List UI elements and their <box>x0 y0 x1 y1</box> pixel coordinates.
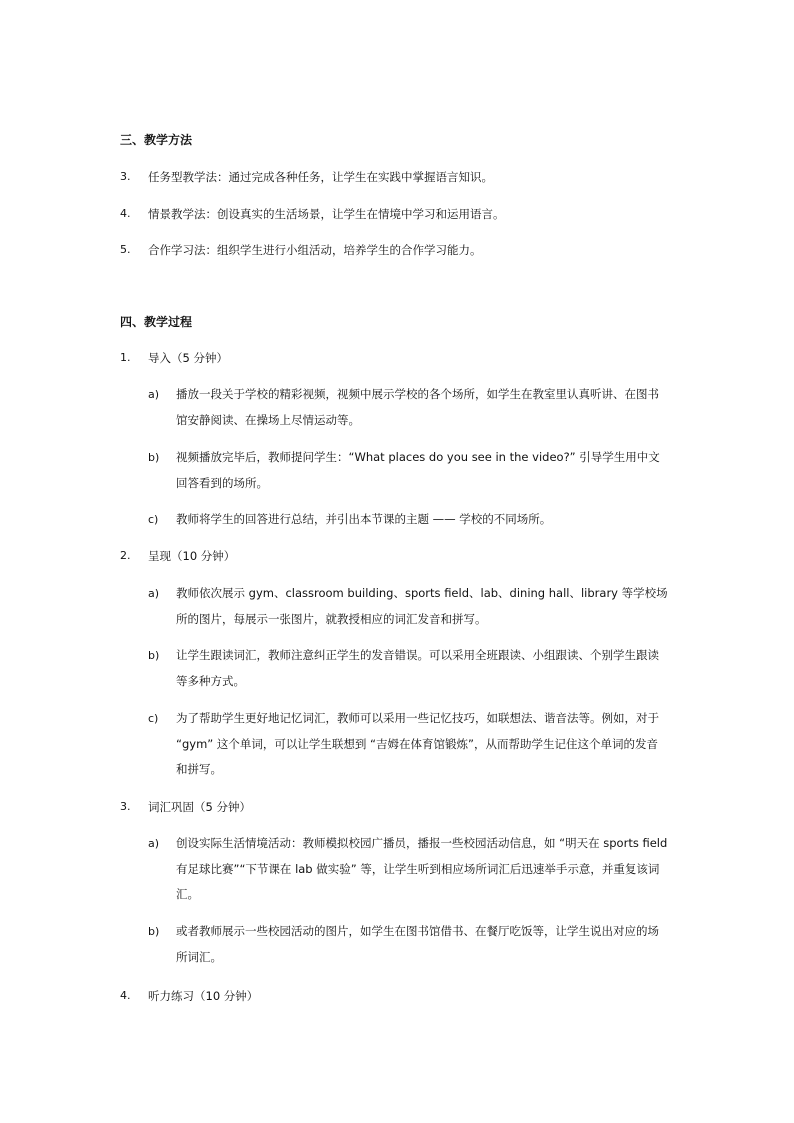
sub-item-text: 为了帮助学生更好地记忆词汇，教师可以采用一些记忆技巧，如联想法、谐音法等。例如，对于 “gym” 这个单词，可以让学生联想到 “吉姆在体育馆锻炼”，从而帮助学生记住这个单词的发音和拼写。 <box>176 711 659 776</box>
step-number: 3. <box>120 800 131 813</box>
sub-item-mark: a) <box>148 388 160 401</box>
sub-item-text: 教师将学生的回答进行总结，并引出本节课的主题 —— 学校的不同场所。 <box>176 512 552 526</box>
list-item-text: 情景教学法：创设真实的生活场景，让学生在情境中学习和运用语言。 <box>148 207 505 221</box>
sub-item-mark: a) <box>148 587 160 600</box>
step-number: 4. <box>120 989 131 1002</box>
sub-item-mark: c) <box>148 513 159 526</box>
list-item-text: 任务型教学法：通过完成各种任务，让学生在实践中掌握语言知识。 <box>148 170 493 184</box>
step-title: 听力练习（10 分钟） <box>148 989 259 1003</box>
step-number: 2. <box>120 549 131 562</box>
step-title: 词汇巩固（5 分钟） <box>148 800 251 814</box>
sub-item-text: 视频播放完毕后，教师提问学生：“What places do you see in the video?” 引导学生用中文回答看到的场所。 <box>176 450 660 490</box>
sub-item-mark: b) <box>148 925 160 938</box>
step-title: 呈现（10 分钟） <box>148 549 236 563</box>
list-item-number: 3. <box>120 170 131 183</box>
sub-item-mark: a) <box>148 837 160 850</box>
section-heading-process: 四、教学过程 <box>120 315 193 329</box>
sub-item-mark: b) <box>148 451 160 464</box>
sub-item-text: 教师依次展示 gym、classroom building、sports field、lab、dining hall、library 等学校场所的图片，每展示一张图片，就教授相应的词汇发音和拼写。 <box>176 586 668 626</box>
sub-item-mark: c) <box>148 712 159 725</box>
sub-item-text: 或者教师展示一些校园活动的图片，如学生在图书馆借书、在餐厅吃饭等，让学生说出对应的场所词汇。 <box>176 924 659 964</box>
list-item-number: 4. <box>120 207 131 220</box>
sub-item-mark: b) <box>148 649 160 662</box>
list-item-number: 5. <box>120 243 131 256</box>
step-number: 1. <box>120 351 131 364</box>
sub-item-text: 创设实际生活情境活动：教师模拟校园广播员，播报一些校园活动信息，如 “明天在 sports field 有足球比赛”“下节课在 lab 做实验” 等，让学生听到相应场所词汇后迅速举手示意，并重复该词汇。 <box>176 836 668 901</box>
sub-item-text: 让学生跟读词汇，教师注意纠正学生的发音错误。可以采用全班跟读、小组跟读、个别学生跟读等多种方式。 <box>176 648 659 688</box>
sub-item-text: 播放一段关于学校的精彩视频，视频中展示学校的各个场所，如学生在教室里认真听讲、在图书馆安静阅读、在操场上尽情运动等。 <box>176 387 659 427</box>
section-heading-methods: 三、教学方法 <box>120 133 193 147</box>
list-item-text: 合作学习法：组织学生进行小组活动，培养学生的合作学习能力。 <box>148 243 482 257</box>
step-title: 导入（5 分钟） <box>148 351 228 365</box>
